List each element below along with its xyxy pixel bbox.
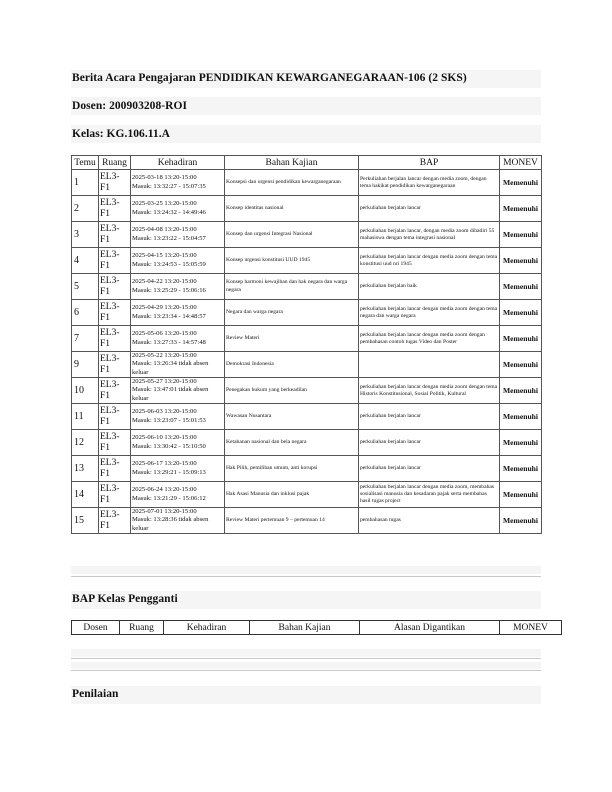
table-row — [72, 196, 542, 222]
cell-kehadiran: 2025-04-08 13:20-15:00 Masuk: 13:23:22 - 15:04:57 — [131, 222, 225, 248]
table-row — [72, 326, 542, 352]
cell-ruang: EL3- F1 — [99, 222, 131, 248]
separator-band-2 — [71, 649, 541, 657]
cell-temu: 14 — [72, 482, 99, 508]
cell-bahan-kajian: Demokrasi Indonesia — [225, 352, 359, 378]
column-header-dosen: Dosen — [72, 621, 120, 635]
cell-ruang: EL3- F1 — [99, 248, 131, 274]
cell-bap: perkuliahan berjalan lancar — [359, 430, 500, 456]
cell-kehadiran: 2025-05-22 13:20-15:00 Masuk: 13:26:34 tidak absen keluar — [131, 352, 225, 378]
cell-bap — [359, 352, 500, 378]
cell-monev: Memenuhi — [500, 508, 542, 534]
separator-band-3 — [71, 662, 541, 669]
cell-temu: 15 — [72, 508, 99, 534]
pengganti-table — [71, 620, 562, 635]
cell-kehadiran: 2025-04-29 13:20-15:00 Masuk: 13:23:34 - 14:48:57 — [131, 300, 225, 326]
cell-monev: Memenuhi — [500, 378, 542, 404]
cell-bahan-kajian: Konsepsi dan urgensi pendidikan kewarganegaraan — [225, 170, 359, 196]
cell-bahan-kajian: Ketahanan nasional dan bela negara — [225, 430, 359, 456]
cell-bap: perkuliahan berjalan lancar dengan media zoom dengan pembahasan contoh tugas Video dan Poster — [359, 326, 500, 352]
cell-bahan-kajian: Penegakan hukum yang berkeadilan — [225, 378, 359, 404]
cell-ruang: EL3- F1 — [99, 404, 131, 430]
cell-temu: 6 — [72, 300, 99, 326]
cell-temu: 11 — [72, 404, 99, 430]
cell-kehadiran: 2025-03-18 13:20-15:00 Masuk: 13:32:27 - 15:07:35 — [131, 170, 225, 196]
cell-kehadiran: 2025-04-15 13:20-15:00 Masuk: 13:24:53 - 15:05:59 — [131, 248, 225, 274]
bap-table — [71, 155, 542, 534]
cell-temu: 10 — [72, 378, 99, 404]
table-row — [72, 274, 542, 300]
separator-line-3 — [71, 670, 541, 671]
cell-bahan-kajian: Konsep harmoni kewajiban dan hak negara dan warga negara — [225, 274, 359, 300]
cell-bap: perkuliahan berjalan lancar dengan media zoom dengan tema Historis Konstitusional, Sosial Politik, Kultural — [359, 378, 500, 404]
column-header-temu: Temu — [72, 156, 99, 170]
column-header-bahan-kajian: Bahan Kajian — [225, 156, 359, 170]
table-row — [72, 222, 542, 248]
cell-monev: Memenuhi — [500, 456, 542, 482]
cell-kehadiran: 2025-03-25 13:20-15:00 Masuk: 13:24:32 - 14:49:46 — [131, 196, 225, 222]
cell-bahan-kajian: Konsep identitas nasional — [225, 196, 359, 222]
cell-ruang: EL3- F1 — [99, 482, 131, 508]
table-row — [72, 352, 542, 378]
cell-bahan-kajian: Review Materi — [225, 326, 359, 352]
pengganti-heading: BAP Kelas Pengganti — [72, 593, 178, 605]
cell-bap: perkuliahan berjalan lancar dengan media zoom, membahas sosialisasi manusia dan kesadaran pajak serta membahas hasil tugas project — [359, 482, 500, 508]
cell-monev: Memenuhi — [500, 170, 542, 196]
cell-ruang: EL3- F1 — [99, 274, 131, 300]
table-row — [72, 170, 542, 196]
cell-kehadiran: 2025-06-17 13:20-15:00 Masuk: 13:29:21 - 15:09:13 — [131, 456, 225, 482]
cell-bahan-kajian: Konsep dan urgensi Integrasi Nasional — [225, 222, 359, 248]
cell-bap: perkuliahan berjalan lancar, dengan media zoom dihadiri 55 mahasiswa dengan tema integrasi nasional — [359, 222, 500, 248]
cell-bap: perkuliahan berjalan lancar dengan media zoom dengan tema negara dan warga negara — [359, 300, 500, 326]
cell-ruang: EL3- F1 — [99, 300, 131, 326]
cell-ruang: EL3- F1 — [99, 430, 131, 456]
cell-kehadiran: 2025-06-24 13:20-15:00 Masuk: 13:21:29 - 15:06:12 — [131, 482, 225, 508]
column-header-alasan-digantikan: Alasan Digantikan — [360, 621, 500, 635]
cell-kehadiran: 2025-06-10 13:20-15:00 Masuk: 13:30:42 - 15:10:50 — [131, 430, 225, 456]
cell-bahan-kajian: Hak Asasi Manusia dan inklusi pajak — [225, 482, 359, 508]
table-row — [72, 404, 542, 430]
table-row — [72, 482, 542, 508]
column-header-monev: MONEV — [500, 156, 542, 170]
table-row — [72, 508, 542, 534]
cell-monev: Memenuhi — [500, 222, 542, 248]
cell-monev: Memenuhi — [500, 482, 542, 508]
column-header-kehadiran: Kehadiran — [164, 621, 250, 635]
dosen-label: Dosen: 200903208-ROI — [72, 100, 188, 112]
cell-bap: perkuliahan berjalan baik — [359, 274, 500, 300]
cell-kehadiran: 2025-04-22 13:20-15:00 Masuk: 13:25:29 - 15:06:16 — [131, 274, 225, 300]
cell-monev: Memenuhi — [500, 274, 542, 300]
cell-kehadiran: 2025-06-03 13:20-15:00 Masuk: 13:23:07 - 15:01:53 — [131, 404, 225, 430]
cell-bap: pembahasan tugas — [359, 508, 500, 534]
cell-temu: 13 — [72, 456, 99, 482]
cell-ruang: EL3- F1 — [99, 170, 131, 196]
cell-temu: 3 — [72, 222, 99, 248]
table-row — [72, 456, 542, 482]
cell-monev: Memenuhi — [500, 248, 542, 274]
cell-bap: Perkuliahan berjalan lancar dengan media zoom, dengan tema hakikat pendidikan kewarganegaraan — [359, 170, 500, 196]
cell-monev: Memenuhi — [500, 196, 542, 222]
cell-bap: perkuliahan berjalan lancar — [359, 456, 500, 482]
cell-temu: 1 — [72, 170, 99, 196]
cell-monev: Memenuhi — [500, 300, 542, 326]
cell-monev: Memenuhi — [500, 352, 542, 378]
bap-table-header — [72, 156, 542, 170]
separator-band — [71, 566, 541, 574]
cell-ruang: EL3- F1 — [99, 508, 131, 534]
cell-ruang: EL3- F1 — [99, 456, 131, 482]
cell-bahan-kajian: Negara dan warga negara — [225, 300, 359, 326]
pengganti-table-header — [72, 621, 562, 635]
cell-bahan-kajian: Review Materi pertemuan 9 – pertemuan 14 — [225, 508, 359, 534]
cell-ruang: EL3- F1 — [99, 196, 131, 222]
cell-ruang: EL3- F1 — [99, 352, 131, 378]
cell-temu: 5 — [72, 274, 99, 300]
kelas-label: Kelas: KG.106.11.A — [72, 128, 171, 140]
cell-temu: 12 — [72, 430, 99, 456]
document-title: Berita Acara Pengajaran PENDIDIKAN KEWARGANEGARAAN-106 (2 SKS) — [72, 72, 467, 84]
cell-kehadiran: 2025-05-06 13:20-15:00 Masuk: 13:27:33 - 14:57:48 — [131, 326, 225, 352]
cell-kehadiran: 2025-07-01 13:20-15:00 Masuk: 13:28:36 tidak absen keluar — [131, 508, 225, 534]
penilaian-band — [71, 686, 541, 704]
cell-kehadiran: 2025-05-27 13:20-15:00 Masuk: 13:47:01 tidak absen keluar — [131, 378, 225, 404]
cell-bap: perkuliahan berjalan lancar dengan media zoom dengan tema konstitusi uud nri 1945 — [359, 248, 500, 274]
cell-monev: Memenuhi — [500, 326, 542, 352]
cell-ruang: EL3- F1 — [99, 326, 131, 352]
cell-bahan-kajian: Wawasan Nusantara — [225, 404, 359, 430]
table-row — [72, 300, 542, 326]
cell-temu: 9 — [72, 352, 99, 378]
table-row — [72, 430, 542, 456]
cell-bap: perkuliahan berjalan lancar — [359, 404, 500, 430]
column-header-monev: MONEV — [500, 621, 562, 635]
table-row — [72, 378, 542, 404]
column-header-bap: BAP — [359, 156, 500, 170]
column-header-bahan-kajian: Bahan Kajian — [250, 621, 360, 635]
cell-monev: Memenuhi — [500, 430, 542, 456]
cell-temu: 4 — [72, 248, 99, 274]
column-header-kehadiran: Kehadiran — [131, 156, 225, 170]
cell-bahan-kajian: Konsep urgensi konstitusi UUD 1945 — [225, 248, 359, 274]
separator-line — [71, 576, 541, 577]
column-header-ruang: Ruang — [99, 156, 131, 170]
separator-line-2 — [71, 658, 541, 659]
penilaian-heading: Penilaian — [72, 688, 119, 700]
cell-monev: Memenuhi — [500, 404, 542, 430]
cell-bahan-kajian: Hak Pilih, pemilihan umum, anti korupsi — [225, 456, 359, 482]
cell-bap: perkuliahan berjalan lancar — [359, 196, 500, 222]
cell-ruang: EL3- F1 — [99, 378, 131, 404]
cell-temu: 7 — [72, 326, 99, 352]
table-row — [72, 248, 542, 274]
column-header-ruang: Ruang — [120, 621, 164, 635]
cell-temu: 2 — [72, 196, 99, 222]
